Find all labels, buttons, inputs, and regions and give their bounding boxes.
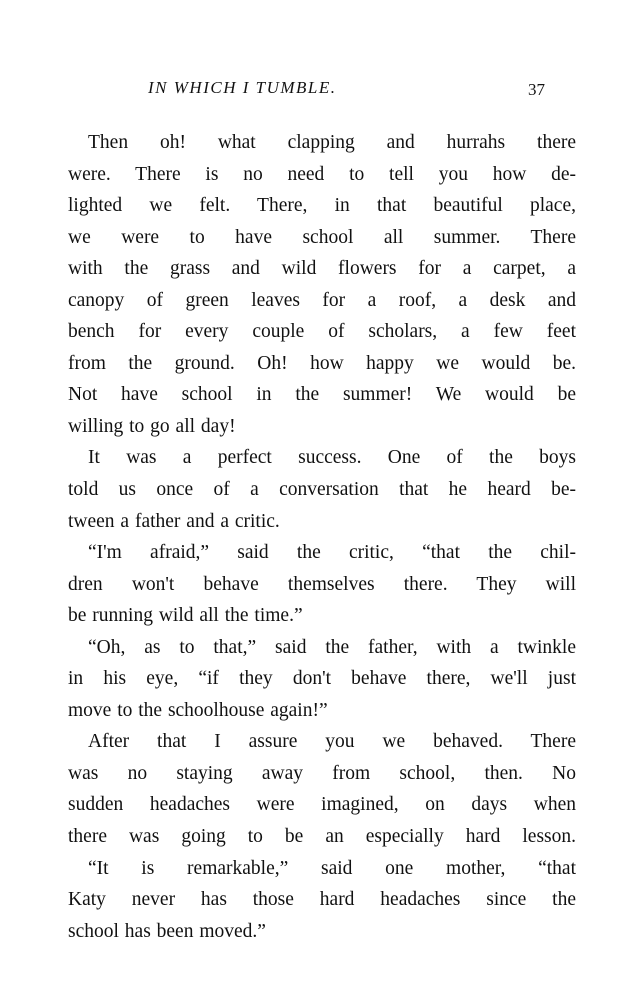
text-line: were. There is no need to tell you how de- bbox=[68, 163, 576, 185]
text-line: Not have school in the summer! We would be bbox=[68, 384, 576, 406]
text-line: there was going to be an especially hard lesson. bbox=[68, 826, 576, 848]
text-line: told us once of a conversation that he heard be- bbox=[68, 479, 576, 501]
text-line: bench for every couple of scholars, a few feet bbox=[68, 321, 576, 343]
text-line: we were to have school all summer. There bbox=[68, 226, 576, 248]
text-line: move to the schoolhouse again!” bbox=[68, 699, 328, 721]
text-line: tween a father and a critic. bbox=[68, 510, 280, 532]
text-line: After that I assure you we behaved. There bbox=[88, 731, 576, 753]
text-line: It was a perfect success. One of the boys bbox=[88, 447, 576, 469]
text-line: from the ground. Oh! how happy we would be. bbox=[68, 352, 576, 374]
text-line: Katy never has those hard headaches since the bbox=[68, 889, 576, 911]
text-line: be running wild all the time.” bbox=[68, 605, 303, 627]
running-title: IN WHICH I TUMBLE. bbox=[148, 78, 337, 97]
text-line: dren won't behave themselves there. They will bbox=[68, 573, 576, 595]
text-line: “I'm afraid,” said the critic, “that the chil- bbox=[88, 542, 576, 564]
text-line: in his eye, “if they don't behave there, we'll just bbox=[68, 668, 576, 690]
text-line: “It is remarkable,” said one mother, “that bbox=[88, 857, 576, 879]
text-line: sudden headaches were imagined, on days when bbox=[68, 794, 576, 816]
text-line: lighted we felt. There, in that beautiful place, bbox=[68, 195, 576, 217]
page-number: 37 bbox=[528, 80, 545, 99]
text-line: with the grass and wild flowers for a carpet, a bbox=[68, 258, 576, 280]
text-line: canopy of green leaves for a roof, a desk and bbox=[68, 289, 576, 311]
text-line: willing to go all day! bbox=[68, 415, 236, 437]
body-text bbox=[68, 127, 576, 947]
text-line: was no staying away from school, then. No bbox=[68, 762, 576, 784]
page-header bbox=[0, 78, 617, 106]
text-line: school has been moved.” bbox=[68, 920, 266, 942]
text-line: “Oh, as to that,” said the father, with a twinkle bbox=[88, 636, 576, 658]
text-line: Then oh! what clapping and hurrahs there bbox=[88, 132, 576, 153]
